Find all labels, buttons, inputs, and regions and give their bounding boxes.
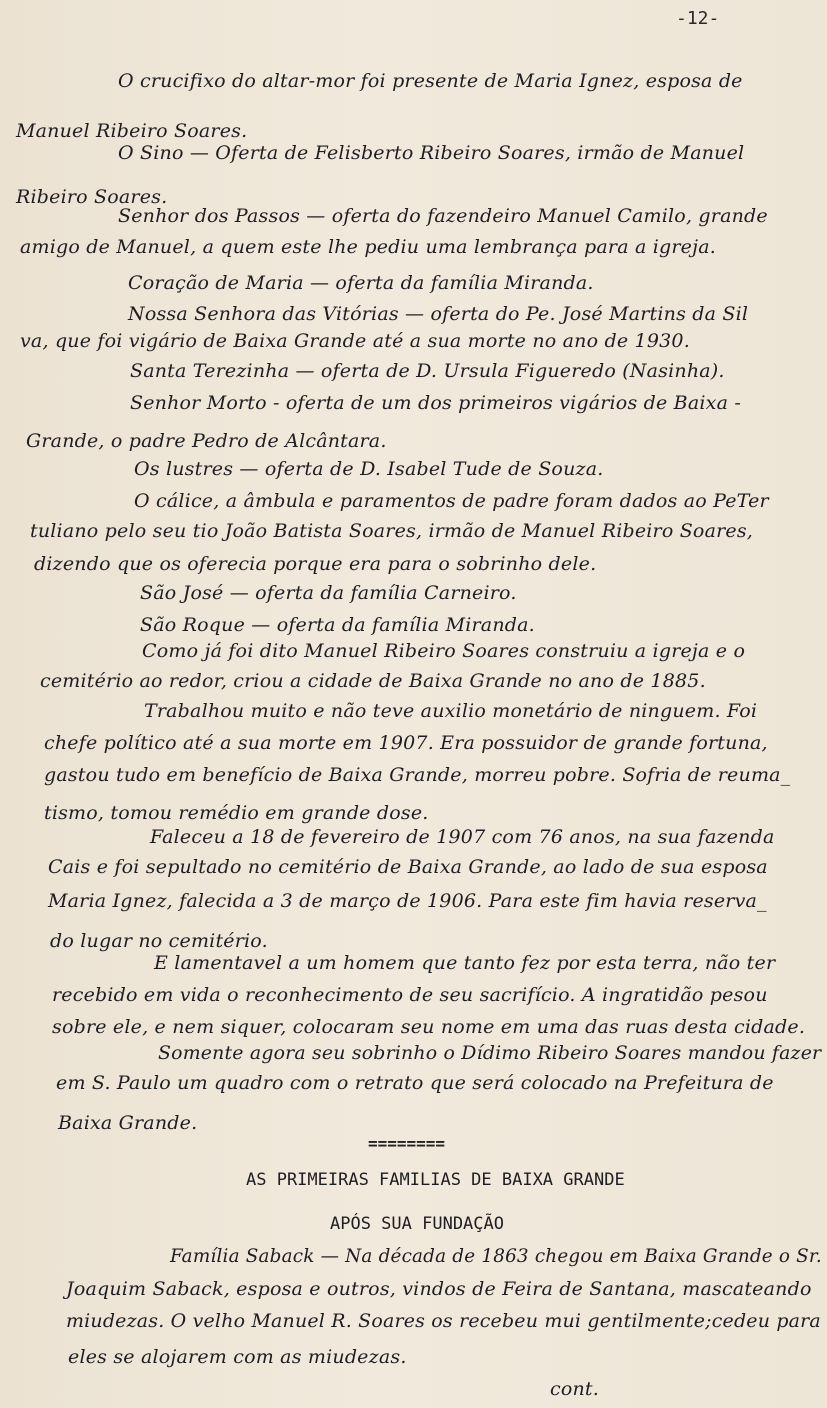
text-line: Como já foi dito Manuel Ribeiro Soares construiu a igreja e o xyxy=(142,640,746,662)
text-line: Senhor dos Passos — oferta do fazendeiro Manuel Camilo, grande xyxy=(118,205,768,227)
continued-marker: cont. xyxy=(550,1378,599,1400)
text-line: Maria Ignez, falecida a 3 de março de 1906. Para este fim havia reserva_ xyxy=(48,890,767,912)
text-line: São Roque — oferta da família Miranda. xyxy=(140,614,535,636)
text-line: Ribeiro Soares. xyxy=(16,186,168,208)
text-line: Grande, o padre Pedro de Alcântara. xyxy=(26,430,387,452)
text-line: tuliano pelo seu tio João Batista Soares, irmão de Manuel Ribeiro Soares, xyxy=(30,520,754,542)
text-line: gastou tudo em benefício de Baixa Grande, morreu pobre. Sofria de reuma_ xyxy=(44,764,791,786)
section-subheading: APÓS SUA FUNDAÇÃO xyxy=(330,1214,504,1234)
text-line: va, que foi vigário de Baixa Grande até a sua morte no ano de 1930. xyxy=(20,330,690,352)
text-line: Joaquim Saback, esposa e outros, vindos de Feira de Santana, mascateando xyxy=(66,1278,812,1300)
text-line: Cais e foi sepultado no cemitério de Baixa Grande, ao lado de sua esposa xyxy=(48,856,768,878)
text-line: do lugar no cemitério. xyxy=(50,930,268,952)
text-line: miudezas. O velho Manuel R. Soares os recebeu mui gentilmente;cedeu para xyxy=(66,1310,821,1332)
text-line: chefe político até a sua morte em 1907. Era possuidor de grande fortuna, xyxy=(44,732,768,754)
text-line: recebido em vida o reconhecimento de seu sacrifício. A ingratidão pesou xyxy=(52,984,768,1006)
page-number: -12- xyxy=(676,8,720,29)
text-line: Manuel Ribeiro Soares. xyxy=(16,120,248,142)
text-line: tismo, tomou remédio em grande dose. xyxy=(44,802,429,824)
text-line: amigo de Manuel, a quem este lhe pediu uma lembrança para a igreja. xyxy=(20,236,716,258)
text-line: Os lustres — oferta de D. Isabel Tude de Souza. xyxy=(134,458,604,480)
text-line: eles se alojarem com as miudezas. xyxy=(68,1346,407,1368)
text-line: E lamentavel a um homem que tanto fez por esta terra, não ter xyxy=(154,952,776,974)
text-line: Santa Terezinha — oferta de D. Ursula Figueredo (Nasinha). xyxy=(130,360,725,382)
text-line: em S. Paulo um quadro com o retrato que será colocado na Prefeitura de xyxy=(56,1072,774,1094)
text-line: Família Saback — Na década de 1863 chegou em Baixa Grande o Sr. xyxy=(170,1246,822,1267)
text-line: sobre ele, e nem siquer, colocaram seu nome em uma das ruas desta cidade. xyxy=(52,1016,806,1038)
text-line: O Sino — Oferta de Felisberto Ribeiro Soares, irmão de Manuel xyxy=(118,142,745,164)
section-divider: ======== xyxy=(368,1134,446,1153)
text-line: São José — oferta da família Carneiro. xyxy=(140,582,517,604)
text-line: cemitério ao redor, criou a cidade de Baixa Grande no ano de 1885. xyxy=(40,670,706,692)
text-line: Senhor Morto - oferta de um dos primeiros vigários de Baixa - xyxy=(130,392,741,414)
text-line: Faleceu a 18 de fevereiro de 1907 com 76 anos, na sua fazenda xyxy=(150,826,775,848)
text-line: Baixa Grande. xyxy=(58,1112,198,1134)
text-line: O crucifixo do altar-mor foi presente de Maria Ignez, esposa de xyxy=(118,70,743,92)
text-line: Somente agora seu sobrinho o Dídimo Ribeiro Soares mandou fazer xyxy=(158,1042,822,1064)
section-heading: AS PRIMEIRAS FAMILIAS DE BAIXA GRANDE xyxy=(246,1170,625,1190)
text-line: dizendo que os oferecia porque era para o sobrinho dele. xyxy=(34,553,597,575)
text-line: Trabalhou muito e não teve auxilio monetário de ninguem. Foi xyxy=(144,700,758,722)
text-line: O cálice, a âmbula e paramentos de padre foram dados ao PeTer xyxy=(134,490,769,512)
text-line: Nossa Senhora das Vitórias — oferta do Pe. José Martins da Sil xyxy=(128,303,749,325)
text-line: Coração de Maria — oferta da família Miranda. xyxy=(128,272,594,294)
